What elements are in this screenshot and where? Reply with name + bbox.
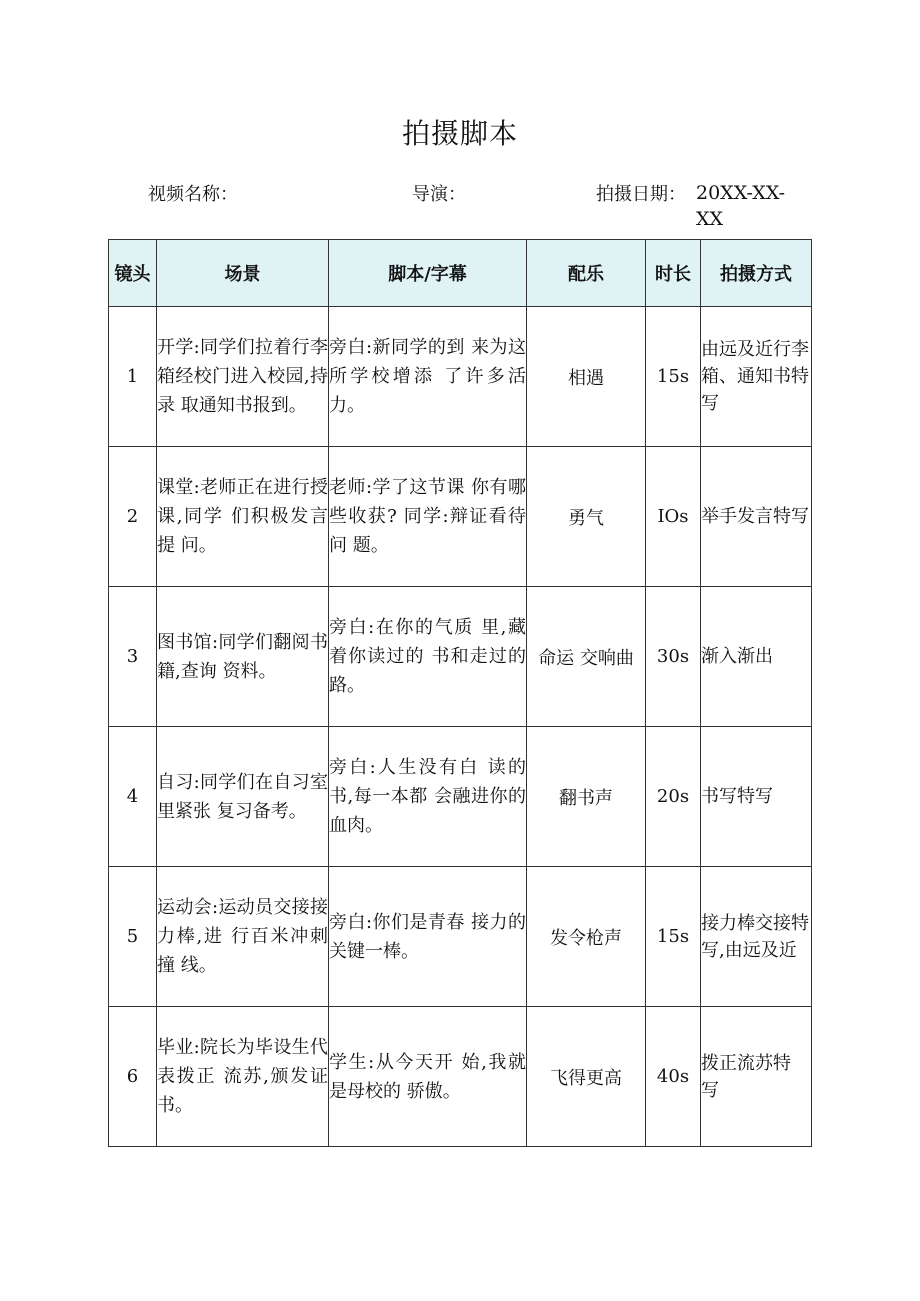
script-text: 老师:学了这节课 你有哪些收获? 同学:辩证看待问 题。 [329,477,526,556]
script-text: 旁白:人生没有白 读的书,每一本都 会融进你的血肉。 [329,757,526,836]
table-row [109,447,812,587]
shoot-date-value: 20XX-XX-XX [696,182,786,230]
scene-text: 课堂:老师正在进行授课,同学 们积极发言提 问。 [157,477,328,556]
scene-text: 毕业:院长为毕设生代表拨正 流苏,颁发证 书。 [157,1037,328,1116]
method-cell [701,587,812,727]
shot-number: 6 [109,1007,157,1147]
script-cell [329,307,527,447]
shot-number: 3 [109,587,157,727]
music-cell: 翻书声 [527,727,646,867]
duration-cell: 15s [646,307,701,447]
table-row [109,587,812,727]
scene-cell [157,727,329,867]
scene-text: 图书馆:同学们翻阅书籍,查询 资料。 [157,631,328,682]
scene-cell [157,307,329,447]
table-row [109,307,812,447]
script-cell [329,727,527,867]
method-cell [701,447,812,587]
script-text: 旁白:在你的气质 里,藏着你读过的 书和走过的路。 [329,617,526,696]
table-row [109,727,812,867]
method-cell [701,727,812,867]
director-label: 导演： [412,184,466,205]
header-music: 配乐 [527,240,646,307]
method-text: 由远及近行李箱、通知书特写 [701,339,809,414]
duration-cell: IOs [646,447,701,587]
script-text: 旁白:新同学的到 来为这所学校增添 了许多活力。 [329,337,526,416]
script-text: 旁白:你们是青春 接力的关键一棒。 [329,911,526,962]
scene-text: 开学:同学们拉着行李箱经校门进入校园,持录 取通知书报到。 [157,337,328,416]
script-text: 学生:从今天开 始,我就是母校的 骄傲。 [329,1051,526,1102]
shot-number: 2 [109,447,157,587]
scene-cell [157,447,329,587]
header-shot: 镜头 [109,240,157,307]
method-cell [701,307,812,447]
table-row [109,1007,812,1147]
scene-cell [157,1007,329,1147]
table-header-row [109,240,812,307]
header-scene: 场景 [157,240,329,307]
duration-cell: 40s [646,1007,701,1147]
shot-number: 1 [109,307,157,447]
page-title: 拍摄脚本 [401,117,518,150]
script-cell [329,1007,527,1147]
method-text: 接力棒交接特写,由远及近 [701,912,809,961]
shot-number: 4 [109,727,157,867]
shoot-date-label: 拍摄日期： [596,184,686,205]
header-duration: 时长 [646,240,701,307]
method-text: 书写特写 [701,786,773,807]
music-cell: 发令枪声 [527,867,646,1007]
method-cell [701,1007,812,1147]
shot-number: 5 [109,867,157,1007]
script-cell [329,587,527,727]
scene-cell [157,587,329,727]
method-text: 拨正流苏特 写 [701,1052,791,1101]
table-row [109,867,812,1007]
scene-cell [157,867,329,1007]
script-table [108,239,812,1147]
music-cell: 命运 交响曲 [527,587,646,727]
header-method: 拍摄方式 [701,240,812,307]
duration-cell: 30s [646,587,701,727]
script-cell [329,867,527,1007]
header-script: 脚本/字幕 [329,240,527,307]
duration-cell: 20s [646,727,701,867]
method-text: 举手发言特写 [701,506,809,527]
method-cell [701,867,812,1007]
script-cell [329,447,527,587]
music-cell: 勇气 [527,447,646,587]
method-text: 渐入渐出 [701,646,773,667]
scene-text: 自习:同学们在自习室里紧张 复习备考。 [157,771,328,822]
video-name-label: 视频名称： [148,184,238,205]
scene-text: 运动会:运动员交接接力棒,进 行百米冲刺撞 线。 [157,897,328,976]
music-cell: 相遇 [527,307,646,447]
duration-cell: 15s [646,867,701,1007]
music-cell: 飞得更高 [527,1007,646,1147]
